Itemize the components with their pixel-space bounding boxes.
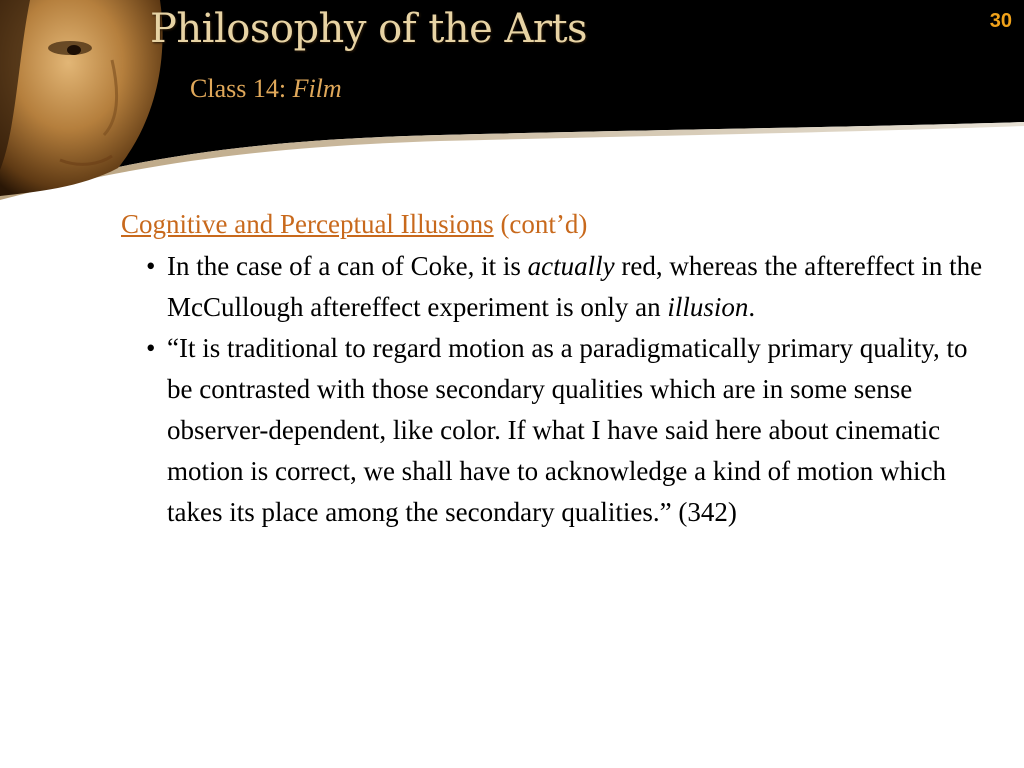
bullet-item xyxy=(121,246,987,328)
slide-content xyxy=(121,204,1001,533)
section-heading xyxy=(121,204,1001,244)
bullet-text-part: In the case of a can of Coke, it is xyxy=(167,251,528,281)
heading-suffix: (cont’d) xyxy=(500,209,588,239)
bullet-mark: • xyxy=(146,251,156,281)
bullet-quote-text: “It is traditional to regard motion as a paradigmatically primary quality, to be contrasted with those secondary qualities which are in some sense observer-dependent, like color. If what I have said here about cinematic motion is correct, we shall have to acknowledge a kind of motion which takes its place among the secondary qualities.” (342) xyxy=(167,333,968,527)
slide-number: 30 xyxy=(989,10,1012,32)
course-title: Philosophy of the Arts xyxy=(150,6,588,52)
emphasis-actually: actually xyxy=(527,251,615,281)
bullet-list xyxy=(121,246,1001,533)
bullet-item xyxy=(121,328,987,533)
bullet-mark: • xyxy=(146,333,156,363)
heading-link[interactable]: Cognitive and Perceptual Illusions xyxy=(121,209,494,239)
class-subtitle xyxy=(190,74,342,104)
bullet-text-part: . xyxy=(748,292,756,322)
class-topic: Film xyxy=(292,74,342,103)
emphasis-illusion: illusion xyxy=(667,292,749,322)
bullet-text-part: red, whereas the aftereffect in the McCullough aftereffect experiment is only an xyxy=(167,251,983,322)
class-label: Class 14: xyxy=(190,74,287,103)
